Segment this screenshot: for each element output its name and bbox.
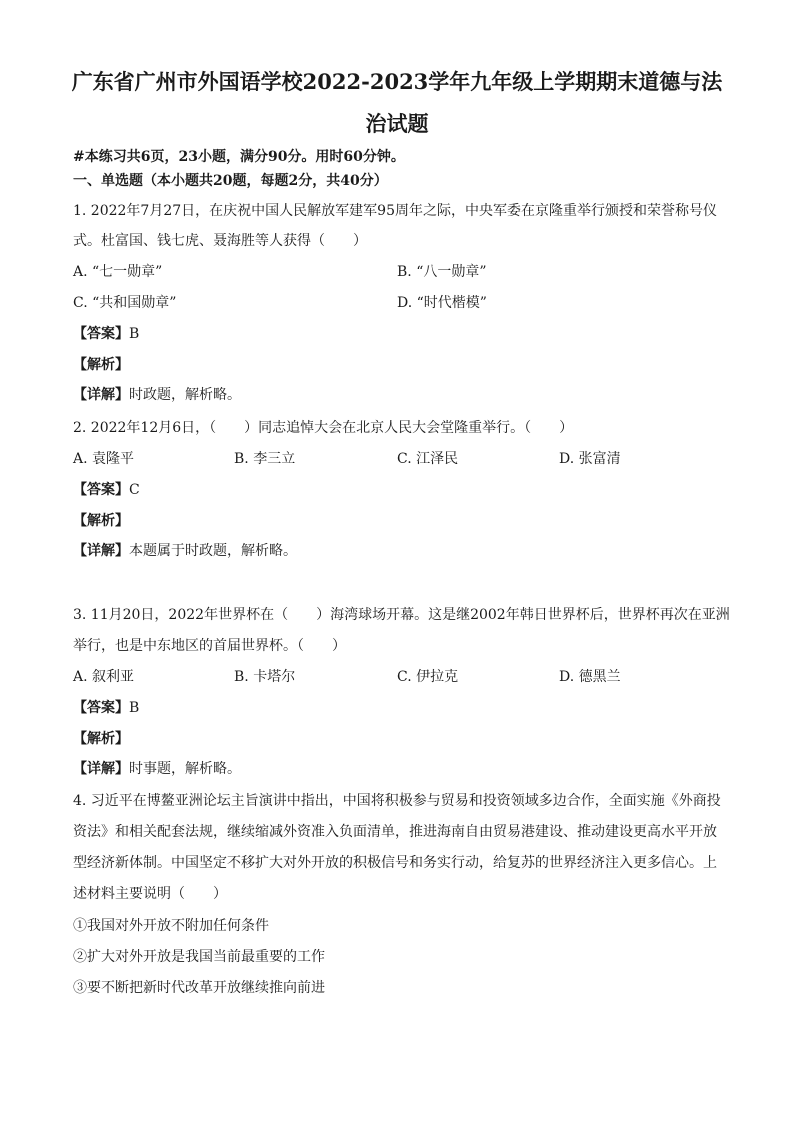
q2-detail [73,541,733,561]
q3-detail [73,759,733,779]
q2-option-a: A. 袁隆平 [73,451,135,467]
q4-stem-line1: 4. 习近平在博鳌亚洲论坛主旨演讲中指出，中国将积极参与贸易和投资领域多边合作，全面实施《外商投 [73,793,721,809]
q2-answer-value: C [129,482,140,498]
q2-analysis [73,511,733,531]
q1-detail [73,385,733,405]
analysis-tag: 【解析】 [73,513,129,529]
q2-detail-text: 本题属于时政题，解析略。 [129,543,297,559]
q3-option-c: C. 伊拉克 [397,669,459,685]
answer-tag: 【答案】 [73,482,129,498]
q1-answer-value: B [129,326,140,342]
q3-analysis [73,729,733,749]
q1-analysis [73,355,733,375]
q2-option-b: B. 李三立 [234,451,296,467]
q2-answer [73,480,733,500]
q4-item-3: ③要不断把新时代改革开放继续推向前进 [73,980,325,996]
q2-option-c: C. 江泽民 [397,451,459,467]
q4-stem-line4: 述材料主要说明（ ） [73,886,227,902]
detail-tag: 【详解】 [73,761,129,777]
q1-detail-text: 时政题，解析略。 [129,387,241,403]
q1-stem-line2: 式。杜富国、钱七虎、聂海胜等人获得（ ） [73,233,367,249]
q3-option-a: A. 叙利亚 [73,669,135,685]
intro-note: #本练习共6页，23小题，满分90分。用时60分钟。 [73,149,405,165]
q1-option-c: C. “共和国勋章” [73,295,177,311]
q4-stem-line2: 资法》和相关配套法规，继续缩减外资准入负面清单，推进海南自由贸易港建设、推动建设更高水平开放 [73,824,717,840]
q4-item-1: ①我国对外开放不附加任何条件 [73,918,269,934]
q3-answer-value: B [129,700,140,716]
q3-option-b: B. 卡塔尔 [234,669,296,685]
answer-tag: 【答案】 [73,326,129,342]
document-title-line1: 广东省广州市外国语学校2022-2023学年九年级上学期期末道德与法 [71,69,723,94]
q3-detail-text: 时事题，解析略。 [129,761,241,777]
q1-option-a: A. “七一勋章” [73,264,163,280]
q1-option-b: B. “八一勋章” [397,264,487,280]
analysis-tag: 【解析】 [73,731,129,747]
section-heading: 一、单选题（本小题共20题，每题2分，共40分） [73,173,388,189]
q2-option-d: D. 张富清 [559,451,621,467]
q4-item-2: ②扩大对外开放是我国当前最重要的工作 [73,949,325,965]
q1-stem-line1: 1. 2022年7月27日，在庆祝中国人民解放军建军95周年之际，中央军委在京隆重举行颁授和荣誉称号仪 [73,203,717,219]
q3-stem-line1: 3. 11月20日，2022年世界杯在（ ）海湾球场开幕。这是继2002年韩日世界杯后，世界杯再次在亚洲 [73,607,730,623]
analysis-tag: 【解析】 [73,357,129,373]
document-title-line2: 治试题 [365,111,429,136]
q1-option-d: D. “时代楷模” [397,295,487,311]
q2-stem-line1: 2. 2022年12月6日，（ ）同志追悼大会在北京人民大会堂隆重举行。（ ） [73,420,574,436]
detail-tag: 【详解】 [73,387,129,403]
q3-answer [73,698,733,718]
q3-option-d: D. 德黑兰 [559,669,621,685]
q1-answer [73,324,733,344]
q3-stem-line2: 举行，也是中东地区的首届世界杯。（ ） [73,638,346,654]
q4-stem-line3: 型经济新体制。中国坚定不移扩大对外开放的积极信号和务实行动，给复苏的世界经济注入更多信心。上 [73,855,717,871]
answer-tag: 【答案】 [73,700,129,716]
detail-tag: 【详解】 [73,543,129,559]
